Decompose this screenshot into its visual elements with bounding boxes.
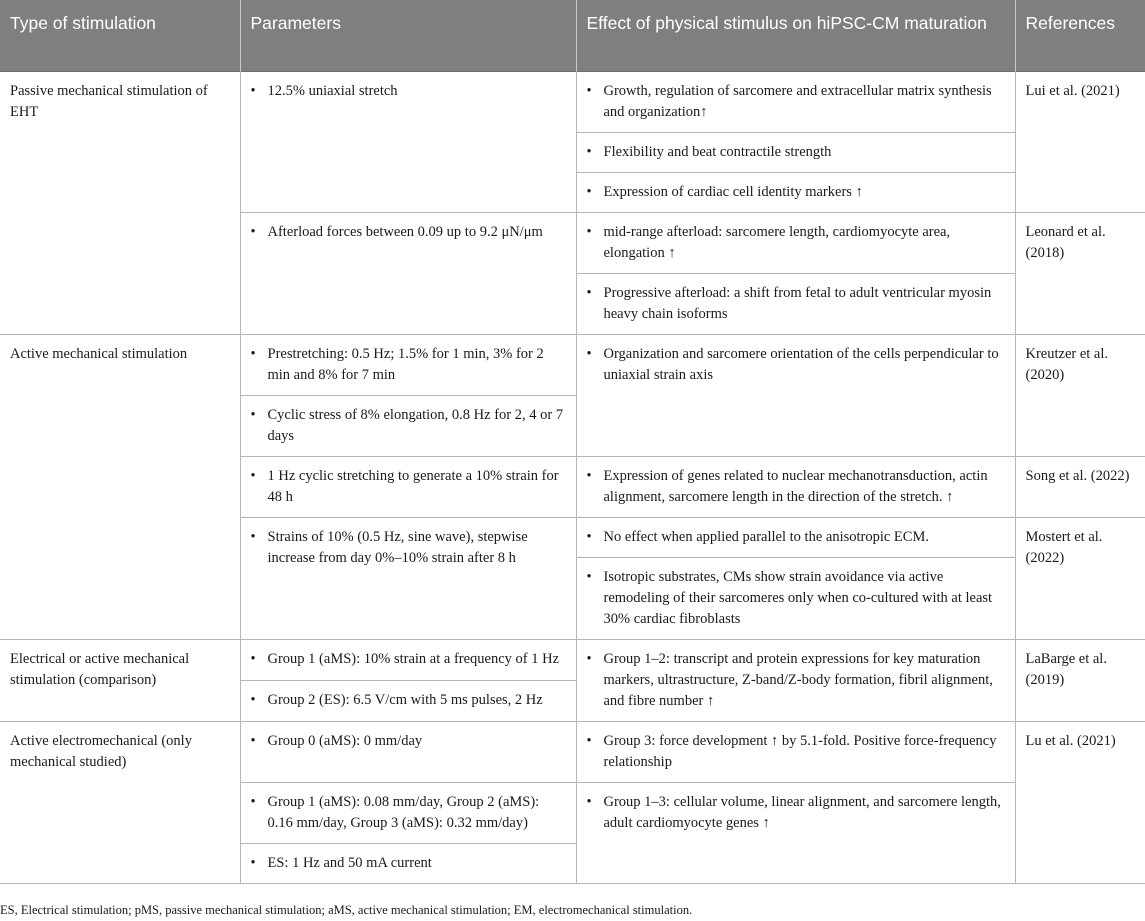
param-cell: • 12.5% uniaxial stretch	[240, 71, 576, 212]
effect-cell: • Progressive afterload: a shift from fetal to adult ventricular myosin heavy chain isoforms	[576, 273, 1015, 334]
effect-cell: • Flexibility and beat contractile strength	[576, 132, 1015, 172]
header-references: References	[1015, 0, 1145, 71]
param-cell: • Group 1 (aMS): 0.08 mm/day, Group 2 (aMS): 0.16 mm/day, Group 3 (aMS): 0.32 mm/day)	[240, 782, 576, 843]
table-row	[0, 71, 1145, 132]
param-cell: • Group 0 (aMS): 0 mm/day	[240, 721, 576, 782]
type-cell: Electrical or active mechanical stimulation (comparison)	[0, 639, 240, 721]
reference-cell: Song et al. (2022)	[1015, 456, 1145, 517]
effect-cell: • mid-range afterload: sarcomere length, cardiomyocyte area, elongation ↑	[576, 212, 1015, 273]
param-cell: • Prestretching: 0.5 Hz; 1.5% for 1 min, 3% for 2 min and 8% for 7 min	[240, 334, 576, 395]
type-cell: Active electromechanical (only mechanical studied)	[0, 721, 240, 883]
header-effect: Effect of physical stimulus on hiPSC-CM maturation	[576, 0, 1015, 71]
header-row	[0, 0, 1145, 71]
reference-cell: Mostert et al. (2022)	[1015, 517, 1145, 639]
table-row	[0, 721, 1145, 782]
effect-cell: • Growth, regulation of sarcomere and extracellular matrix synthesis and organization↑	[576, 71, 1015, 132]
param-cell: • Afterload forces between 0.09 up to 9.2 μN/μm	[240, 212, 576, 334]
type-cell: Passive mechanical stimulation of EHT	[0, 71, 240, 334]
param-cell: • Cyclic stress of 8% elongation, 0.8 Hz for 2, 4 or 7 days	[240, 395, 576, 456]
reference-cell: Kreutzer et al. (2020)	[1015, 334, 1145, 456]
effect-cell: • No effect when applied parallel to the anisotropic ECM.	[576, 517, 1015, 557]
effect-cell: • Group 1–2: transcript and protein expressions for key maturation markers, ultrastructure, Z-band/Z-body formation, fibril alignment, and fibre number ↑	[576, 639, 1015, 721]
table-row	[0, 639, 1145, 680]
effect-cell: • Isotropic substrates, CMs show strain avoidance via active remodeling of their sarcomeres only when co-cultured with at least 30% cardiac fibroblasts	[576, 557, 1015, 639]
effect-cell: • Group 1–3: cellular volume, linear alignment, and sarcomere length, adult cardiomyocyte genes ↑	[576, 782, 1015, 883]
reference-cell: Leonard et al. (2018)	[1015, 212, 1145, 334]
type-cell: Active mechanical stimulation	[0, 334, 240, 639]
header-parameters: Parameters	[240, 0, 576, 71]
param-cell: • ES: 1 Hz and 50 mA current	[240, 843, 576, 883]
reference-cell: LaBarge et al. (2019)	[1015, 639, 1145, 721]
table-footnote: ES, Electrical stimulation; pMS, passive mechanical stimulation; aMS, active mechanical stimulation; EM, electromechanical stimulation.	[0, 903, 693, 917]
param-cell: • Group 1 (aMS): 10% strain at a frequency of 1 Hz	[240, 639, 576, 680]
effect-cell: • Expression of genes related to nuclear mechanotransduction, actin alignment, sarcomere length in the direction of the stretch. ↑	[576, 456, 1015, 517]
param-cell: • Strains of 10% (0.5 Hz, sine wave), stepwise increase from day 0%–10% strain after 8 h	[240, 517, 576, 639]
reference-cell: Lu et al. (2021)	[1015, 721, 1145, 883]
param-cell: • Group 2 (ES): 6.5 V/cm with 5 ms pulses, 2 Hz	[240, 680, 576, 721]
effect-cell: • Organization and sarcomere orientation of the cells perpendicular to uniaxial strain axis	[576, 334, 1015, 456]
header-type: Type of stimulation	[0, 0, 240, 71]
reference-cell: Lui et al. (2021)	[1015, 71, 1145, 212]
effect-cell: • Group 3: force development ↑ by 5.1-fold. Positive force-frequency relationship	[576, 721, 1015, 782]
effect-cell: • Expression of cardiac cell identity markers ↑	[576, 172, 1015, 212]
table-row	[0, 334, 1145, 395]
param-cell: • 1 Hz cyclic stretching to generate a 10% strain for 48 h	[240, 456, 576, 517]
